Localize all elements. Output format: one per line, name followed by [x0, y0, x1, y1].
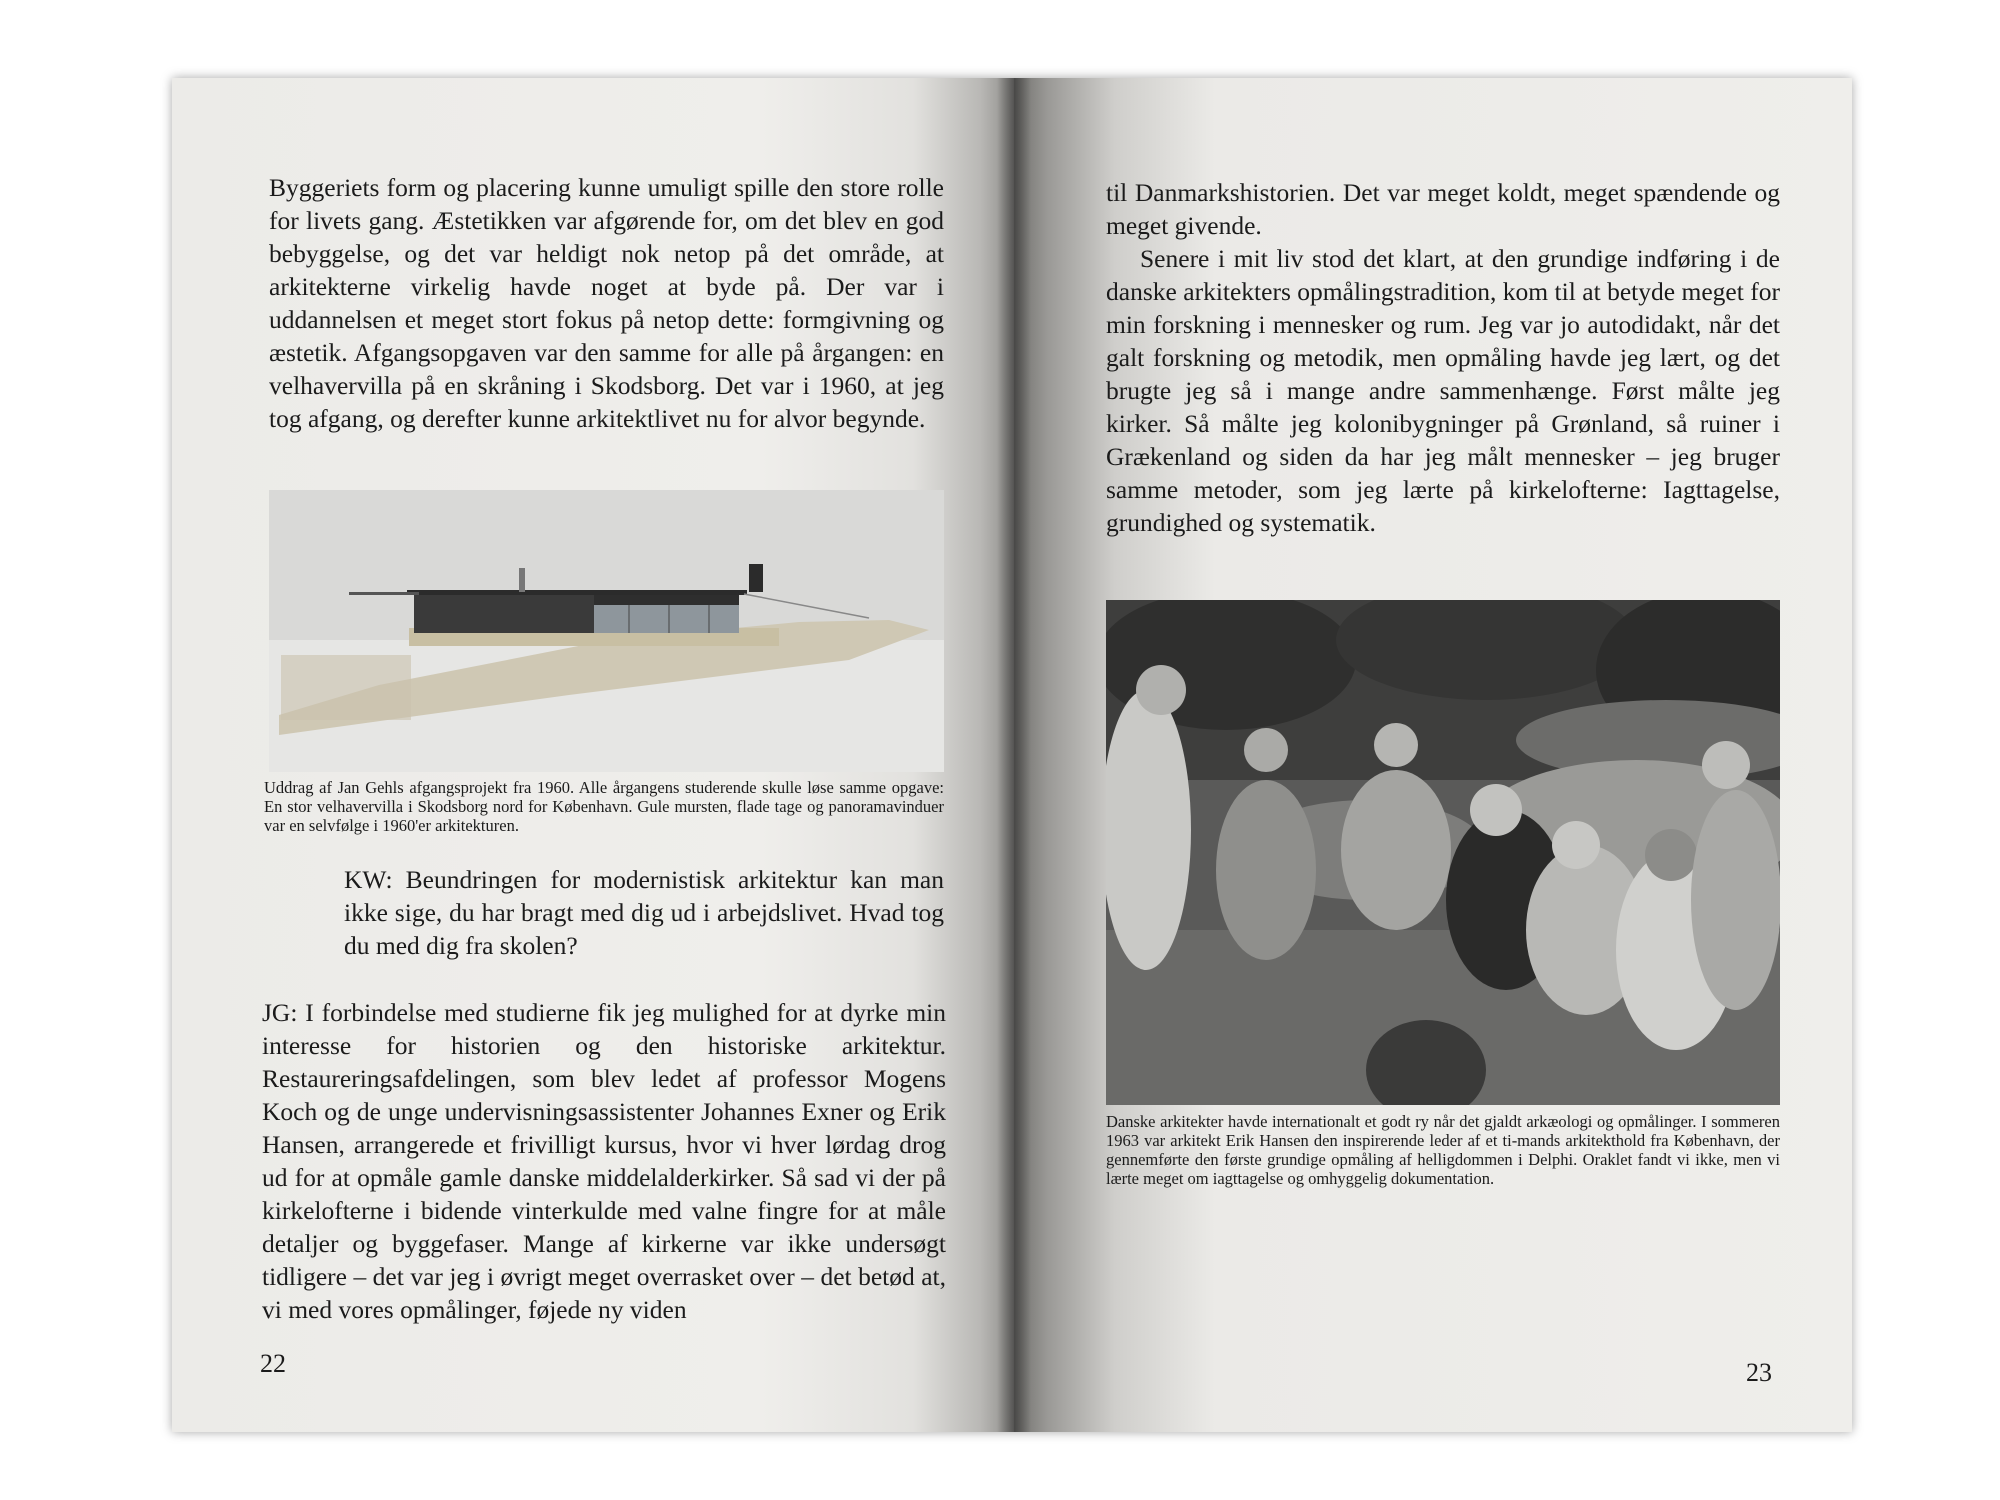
book-spread	[172, 78, 1852, 1432]
right-page	[1014, 78, 1852, 1432]
page-number: 23	[1746, 1358, 1772, 1387]
villa-elevation-drawing	[269, 490, 944, 772]
figure-caption: Danske arkitekter havde internationalt et godt ry når det gjaldt arkæologi og opmålinger. I sommeren 1963 var arkitekt Erik Hansen den inspirerende leder af et ti-mands arkitekthold fra København, der gennemførte den første grundige opmåling af helligdommen i Delphi. Oraklet fandt vi ikke, men vi lærte meget om iagttagelse og omhyggelig dokumentation.	[1106, 1112, 1780, 1188]
page-number: 22	[260, 1349, 286, 1378]
body-paragraph: Byggeriets form og placering kunne umuligt spille den store rolle for livets gang. Æstetikken var afgørende for, om det blev en god bebyggelse, og det var heldigt nok netop på det område, at arkitekterne virkelig havde noget at byde på. Der var i uddannelsen et meget stort fokus på netop dette: formgivning og æstetik. Afgangsopgaven var den samme for alle på årgangen: en velhavervilla på en skråning i Skodsborg. Det var i 1960, at jeg tog afgang, og derefter kunne arkitektlivet nu for alvor begynde.	[269, 173, 944, 433]
delphi-group-photo	[1106, 600, 1780, 1105]
interview-question: KW: Beundringen for modernistisk arkitektur kan man ikke sige, du har bragt med dig ud i arbejdslivet. Hvad tog du med dig fra skolen?	[344, 865, 944, 960]
body-paragraph: Senere i mit liv stod det klart, at den grundige indføring i de danske arkitekters opmålingstradition, kom til at betyde meget for min forskning i mennesker og rum. Jeg var jo autodidakt, når det galt forskning og metodik, men opmåling havde jeg lært, og det brugte jeg så i mange andre sammenhænge. Først målte jeg kirker. Så målte jeg kolonibygninger på Grønland, så ruiner i Grækenland og siden da har jeg målt mennesker – jeg bruger samme metoder, som jeg lærte på kirkelofterne: Iagttagelse, grundighed og systematik.	[1106, 244, 1780, 537]
book-gutter	[997, 78, 1031, 1432]
figure-caption: Uddrag af Jan Gehls afgangsprojekt fra 1960. Alle årgangens studerende skulle løse samme opgave: En stor velhavervilla i Skodsborg nord for København. Gule mursten, flade tage og panoramavinduer var en selvfølge i 1960'er arkitekturen.	[264, 778, 944, 835]
left-page	[172, 78, 1014, 1432]
text-block	[1106, 176, 1780, 539]
body-paragraph: til Danmarkshistorien. Det var meget koldt, meget spændende og meget givende.	[1106, 178, 1780, 240]
body-paragraph: JG: I forbindelse med studierne fik jeg mulighed for at dyrke min interesse for historien og den historiske arkitektur. Restaureringsafdelingen, som blev ledet af professor Mogens Koch og de unge undervisningsassistenter Johannes Exner og Erik Hansen, arrangerede et frivilligt kursus, hvor vi hver lørdag drog ud for at opmåle gamle danske middelalderkirker. Så sad vi der på kirkelofterne i bidende vinterkulde med valne fingre for at måle detaljer og byggefaser. Mange af kirkerne var ikke undersøgt tidligere – det var jeg i øvrigt meget overrasket over – det betød at, vi med vores opmålinger, føjede ny viden	[262, 998, 946, 1324]
